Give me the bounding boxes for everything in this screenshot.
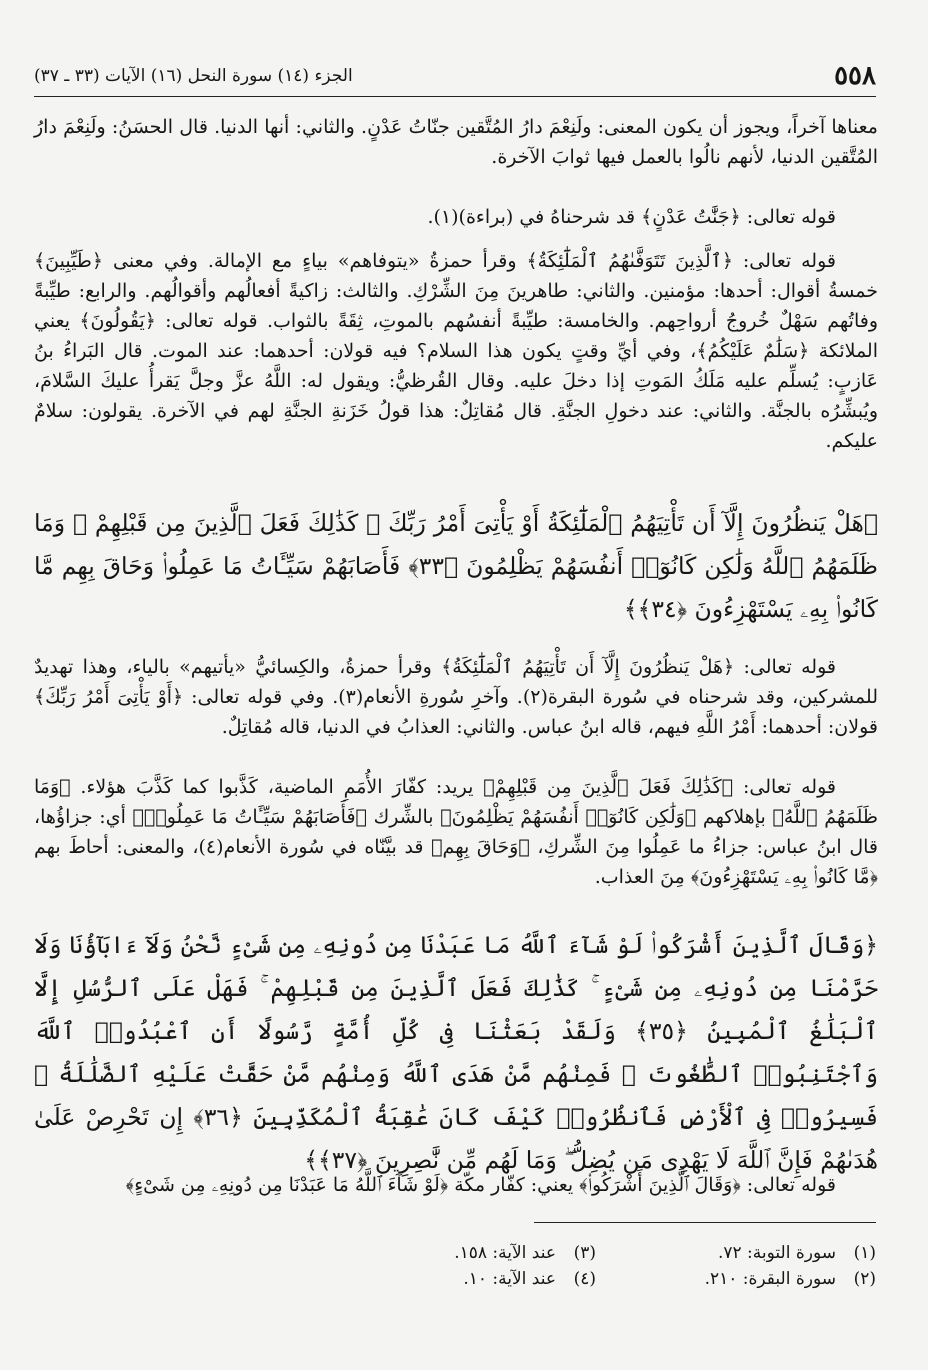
footnote-3: (٣)عند الآية: ١٥٨. xyxy=(454,1243,596,1263)
running-head: الجزء (١٤) سورة النحل (١٦) الآيات (٣٣ ـ ٣٧) xyxy=(34,66,353,86)
footnote-4: (٤)عند الآية: ١٠. xyxy=(463,1269,596,1289)
paragraph-6: قوله تعالى: ﴿وَقَالَ ٱلَّذِينَ أَشْرَكُوا۟﴾ يعني: كفّار مكّة ﴿لَوْ شَآءَ ٱللَّهُ مَا عَبَدْنَا مِن دُونِهِۦ مِن شَىْءٍ﴾ xyxy=(125,1174,836,1196)
paragraph-1: معناها آخراً، ويجوز أن يكون المعنى: ولَنِعْمَ دارُ المُتَّقين جنّاتُ عَدْنٍ. والثاني: أنها الدنيا. قال الحسَنُ: ولَنِعْمَ دارُ المُتَّقين الدنيا، لأنهم نالُوا بالعمل فيها ثوابَ الآخرة. xyxy=(34,116,878,168)
paragraph-2: قوله تعالى: ﴿جَنَّٰتُ عَدْنٍ﴾ قد شرحناهُ في (براءة)(١). xyxy=(427,206,836,228)
page-number: ٥٥٨ xyxy=(834,61,876,91)
paragraph-4: قوله تعالى: ﴿هَلْ يَنظُرُونَ إِلَّآ أَن تَأْتِيَهُمُ ٱلْمَلَٰٓئِكَةُ﴾ وقرأ حمزةُ، والكِسائيُّ «يأتيهم» بالياء، وهذا تهديدٌ للمشركين، وقد شرحناه في سُورة البقرة(٢). وآخرِ سُورةِ الأنعام(٣). وفي قوله تعالى: ﴿أَوْ يَأْتِىَ أَمْرُ رَبِّكَ﴾ قولان: أحدهما: أَمْرُ اللَّهِ فيهم، قاله ابنُ عباس. والثاني: العذابُ في الدنيا، قاله مُقاتِلٌ. xyxy=(34,656,878,738)
quran-verses-33-34: ﴿هَلْ يَنظُرُونَ إِلَّآ أَن تَأْتِيَهُمُ ٱلْمَلَٰٓئِكَةُ أَوْ يَأْتِىَ أَمْرُ رَبِّكَ ۚ كَذَٰلِكَ فَعَلَ ٱلَّذِينَ مِن قَبْلِهِمْ ۚ وَمَا ظَلَمَهُمُ ٱللَّهُ وَلَٰكِن كَانُوٓا۟ أَنفُسَهُمْ يَظْلِمُونَ ﴿٣٣﴾ فَأَصَابَهُمْ سَيِّـَٔاتُ مَا عَمِلُوا۟ وَحَاقَ بِهِم مَّا كَانُوا۟ بِهِۦ يَسْتَهْزِءُونَ ﴿٣٤﴾﴾ xyxy=(34,509,878,623)
footnote-2: (٢)سورة البقرة: ٢١٠. xyxy=(704,1269,876,1289)
footnote-separator xyxy=(534,1222,876,1223)
page-header xyxy=(34,56,876,97)
paragraph-3: قوله تعالى: ﴿ٱلَّذِينَ تَتَوَفَّىٰهُمُ ٱلْمَلَٰٓئِكَةُ﴾ وقرأ حمزةُ «يتوفاهم» بياءٍ مع الإمالة. وفي معنى ﴿طَيِّبِينَ﴾ خمسةُ أقوال: أحدها: مؤمنين. والثاني: طاهرينَ مِنَ الشِّرْكِ. والثالث: زاكيةً أفعالُهم وأقوالُهم. والرابع: طيِّبةً وفاتُهم سَهْلٌ خُروجُ أرواحِهم. والخامسة: طيِّبةً أنفسُهم بالموتِ، ثِقَةً بالثواب. قوله تعالى: ﴿يَقُولُونَ﴾ يعني الملائكة ﴿سَلَٰمٌ عَلَيْكُمُ﴾، وفي أيِّ وقتٍ يكون هذا السلام؟ فيه قولان: أحدهما: عند الموت. قال البَراءُ بنُ عَازبٍ: يُسلِّم عليه مَلَكُ المَوتِ إذا دخلَ عليه. وقال القُرظيُّ: ويقول له: اللَّهُ عزَّ وجلَّ يَقرأُ عليكَ السَّلامَ، ويُبشِّرُه بالجنَّة. والثاني: عند دخولِ الجنَّةِ. قال مُقاتِلٌ: هذا قولُ خَزَنةِ الجنَّةِ لهم في الآخرة. يقولون: سلامٌ عليكم. xyxy=(34,250,879,452)
paragraph-5: قوله تعالى: ﴿كَذَٰلِكَ فَعَلَ ٱلَّذِينَ مِن قَبْلِهِمْ﴾ يريد: كفّارَ الأُمَمِ الماضية، كَذَّبوا كما كَذَّبَ هؤلاء. ﴿وَمَا ظَلَمَهُمُ ٱللَّهُ﴾ بإهلاكهم ﴿وَلَٰكِن كَانُوٓا۟ أَنفُسَهُمْ يَظْلِمُونَ﴾ بالشِّرك ﴿فَأَصَابَهُمْ سَيِّـَٔاتُ مَا عَمِلُوا۟﴾ أي: جزاؤُها، قال ابنُ عباس: جزاءُ ما عَمِلُوا مِنَ الشِّركِ، ﴿وَحَاقَ بِهِم﴾ قد بيَّنّاه في سُورة الأنعام(٤)، والمعنى: أحاطَ بهم ﴿مَّا كَانُوا۟ بِهِۦ يَسْتَهْزِءُونَ﴾ مِنَ العذاب. xyxy=(34,776,878,888)
footnote-1: (١)سورة التوبة: ٧٢. xyxy=(717,1243,876,1263)
quran-verses-35-37: ﴿وَقَالَ ٱلَّذِينَ أَشْرَكُوا۟ لَوْ شَآءَ ٱللَّهُ مَا عَبَدْنَا مِن دُونِهِۦ مِن شَىْءٍ نَّحْنُ وَلَآ ءَابَآؤُنَا وَلَا حَرَّمْنَا مِن دُونِهِۦ مِن شَىْءٍ ۚ كَذَٰلِكَ فَعَلَ ٱلَّذِينَ مِن قَبْلِهِمْ ۚ فَهَلْ عَلَى ٱلرُّسُلِ إِلَّا ٱلْبَلَٰغُ ٱلْمُبِينُ ﴿٣٥﴾ وَلَقَدْ بَعَثْنَا فِى كُلِّ أُمَّةٍ رَّسُولًا أَنِ ٱعْبُدُوا۟ ٱللَّهَ وَٱجْتَنِبُوا۟ ٱلطَّٰغُوتَ ۖ فَمِنْهُم مَّنْ هَدَى ٱللَّهُ وَمِنْهُم مَّنْ حَقَّتْ عَلَيْهِ ٱلضَّلَٰلَةُ ۚ فَسِيرُوا۟ فِى ٱلْأَرْضِ فَٱنظُرُوا۟ كَيْفَ كَانَ عَٰقِبَةُ ٱلْمُكَذِّبِينَ ﴿٣٦﴾ إِن تَحْرِصْ عَلَىٰ هُدَىٰهُمْ فَإِنَّ ٱللَّهَ لَا يَهْدِى مَن يُضِلُّ ۖ وَمَا لَهُم مِّن نَّٰصِرِينَ ﴿٣٧﴾﴾ xyxy=(34,931,878,1174)
